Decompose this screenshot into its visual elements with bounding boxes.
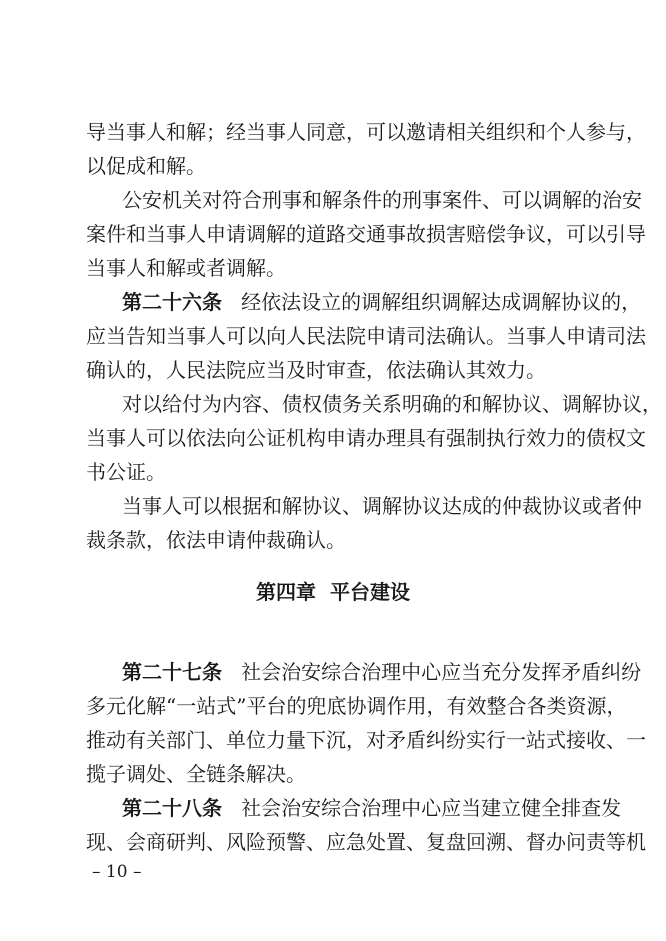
text-line: 现、会商研判、风险预警、应急处置、复盘回溯、督办问责等机	[86, 830, 646, 854]
page-number: – 10 –	[92, 862, 142, 882]
text-span	[222, 290, 241, 314]
text-span	[222, 660, 241, 684]
chapter-title: 第四章 平台建设	[256, 580, 410, 604]
text-line: 当事人可以依法向公证机构申请办理具有强制执行效力的债权文	[86, 426, 646, 450]
text-line: 以促成和解。	[86, 154, 206, 178]
text-line: 多元化解“一站式”平台的兜底协调作用，有效整合各类资源，	[86, 694, 627, 718]
article-26-first-line	[122, 290, 642, 314]
text-line: 裁条款，依法申请仲裁确认。	[86, 528, 346, 552]
text-span: 社会治安综合治理中心应当充分发挥矛盾纠纷	[241, 660, 642, 684]
article-26-heading: 第二十六条	[122, 290, 222, 314]
text-line: 书公证。	[86, 460, 166, 484]
text-line: 当事人可以根据和解协议、调解协议达成的仲裁协议或者仲	[122, 494, 642, 518]
text-line: 导当事人和解；经当事人同意，可以邀请相关组织和个人参与，	[86, 120, 646, 144]
text-line: 对以给付为内容、债权债务关系明确的和解协议、调解协议，	[122, 392, 662, 416]
article-28-heading: 第二十八条	[122, 796, 222, 820]
text-span: 经依法设立的调解组织调解达成调解协议的，	[241, 290, 642, 314]
text-line: 确认的，人民法院应当及时审查，依法确认其效力。	[86, 358, 546, 382]
text-line: 应当告知当事人可以向人民法院申请司法确认。当事人申请司法	[86, 324, 646, 348]
text-span	[222, 796, 241, 820]
text-line: 当事人和解或者调解。	[86, 256, 286, 280]
text-line: 案件和当事人申请调解的道路交通事故损害赔偿争议，可以引导	[86, 222, 646, 246]
article-28-first-line	[122, 796, 622, 820]
text-line: 揽子调处、全链条解决。	[86, 762, 306, 786]
text-span: 社会治安综合治理中心应当建立健全排查发	[241, 796, 622, 820]
article-27-heading: 第二十七条	[122, 660, 222, 684]
article-27-first-line	[122, 660, 642, 684]
text-line: 公安机关对符合刑事和解条件的刑事案件、可以调解的治安	[122, 188, 642, 212]
text-line: 推动有关部门、单位力量下沉，对矛盾纠纷实行一站式接收、一	[86, 728, 646, 752]
